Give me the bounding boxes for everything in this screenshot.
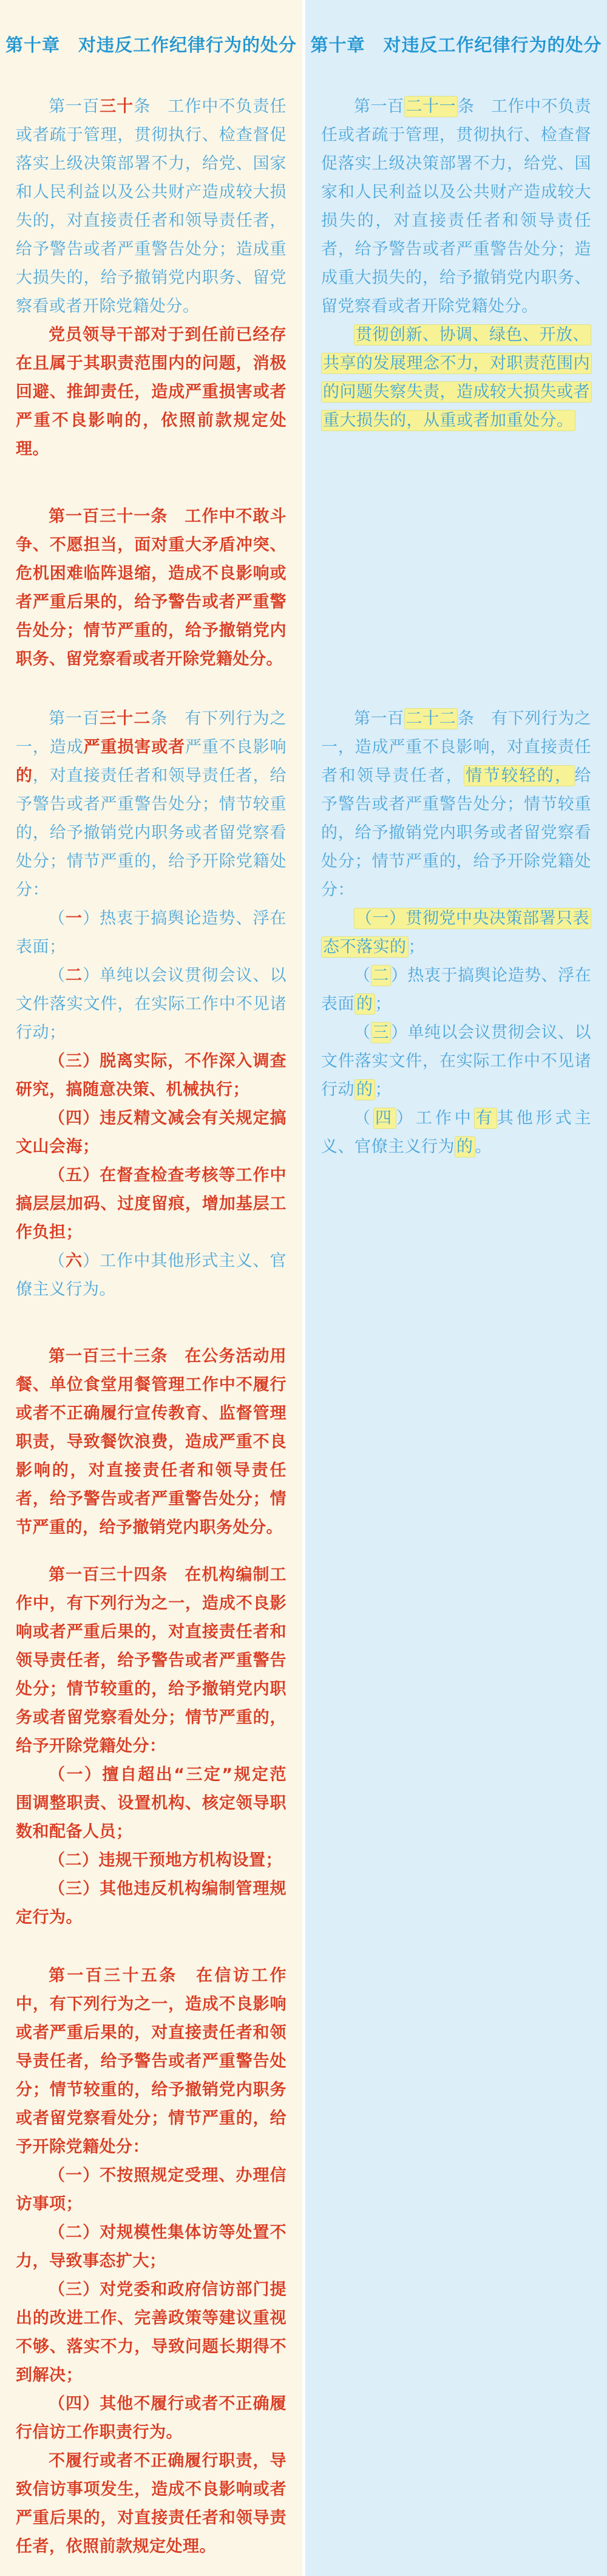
article-list-item (16, 2275, 287, 2390)
article-122-block (321, 704, 591, 1161)
article-list-item (321, 904, 591, 961)
text-segment-blue: （ (354, 1109, 373, 1128)
text-segment-red: （三）对党委和政府信访部门提出的改进工作、完善政策等建议重视不够、落实不力，导致问题长期得不到解决； (16, 2280, 287, 2385)
text-segment-red: （五）在督查检查考核等工作中搞层层加码、过度留痕，增加基层工作负担； (16, 1166, 287, 1242)
article-paragraph (321, 92, 591, 321)
text-segment-red: （四）违反精文减会有关规定搞文山会海； (16, 1109, 287, 1156)
text-segment-hl: 四 (373, 1108, 396, 1129)
text-segment-blue: 第一百 (49, 97, 100, 116)
text-segment-red: 第一百三十三条 在公务活动用餐、单位食堂用餐管理工作中不履行或者不正确履行宣传教育、监督管理职责，导致餐饮浪费，造成严重不良影响的，对直接责任者和领导责任者，给予警告或者严重警告处分；情节严重的，给予撤销党内职务处分。 (16, 1347, 287, 1537)
article-121-block (321, 92, 591, 435)
text-segment-hl: 的 (354, 993, 375, 1015)
text-segment-blue: 其他形式主义、官僚主义行为 (321, 1109, 592, 1156)
chapter-title-left: 第十章 对违反工作纪律行为的处分 (5, 35, 297, 55)
text-segment-red: 第一百三十一条 工作中不敢斗争、不愿担当，面对重大矛盾冲突、危机困难临阵退缩，造成不良影响或者严重后果的，给予警告或者严重警告处分；情节严重的，给予撤销党内职务、留党察看或者开除党籍处分。 (16, 507, 287, 669)
article-131-block (16, 502, 287, 673)
text-segment-hl: 情节较轻的， (464, 765, 574, 786)
text-segment-red: 三十二 (100, 709, 151, 728)
article-list-item (16, 1047, 287, 1104)
article-135-block (16, 1961, 287, 2561)
text-segment-blue: （ (49, 909, 66, 928)
text-segment-blue: ）工作中其他形式主义、官僚主义行为。 (16, 1252, 287, 1299)
article-paragraph (16, 1561, 287, 1760)
text-segment-blue: ）单纯以会议贯彻会议、以文件落实文件，在实际工作中不见诸行动 (321, 1023, 591, 1099)
article-paragraph (16, 1961, 287, 2161)
text-segment-red: （三）脱离实际，不作深入调查研究，搞随意决策、机械执行； (16, 1052, 287, 1099)
text-segment-blue: （ (354, 966, 371, 985)
article-list-item (16, 2390, 287, 2447)
text-segment-red: （三）其他违反机构编制管理规定行为。 (16, 1879, 287, 1927)
article-list-item (321, 961, 591, 1018)
text-segment-blue: ）单纯以会议贯彻会议、以文件落实文件，在实际工作中不见诸行动； (16, 966, 287, 1042)
text-segment-blue: 第一百 (354, 709, 404, 728)
article-list-item (16, 1247, 287, 1304)
text-segment-blue: ，对直接责任者和领导责任者，给予警告或者严重警告处分；情节较重的，给予撤销党内职务或者留党察看处分；情节严重的，给予开除党籍处分： (16, 766, 287, 899)
chapter-title-right: 第十章 对违反工作纪律行为的处分 (310, 35, 602, 55)
article-list-item (16, 904, 287, 961)
text-segment-red: 严重损害或者 (83, 738, 186, 757)
text-segment-red: （二）对规模性集体访等处置不力，导致事态扩大； (16, 2223, 287, 2271)
text-segment-blue: 条 工作中不负责任或者疏于管理，贯彻执行、检查督促落实上级决策部署不力，给党、国家和人民利益以及公共财产造成较大损失的，对直接责任者和领导责任者，给予警告或者严重警告处分；造成重大损失的，给予撤销党内职务、留党察看或者开除党籍处分。 (16, 97, 287, 316)
article-list-item (16, 2218, 287, 2275)
text-segment-blue: ）热衷于搞舆论造势、浮在表面 (321, 966, 591, 1014)
text-segment-blue: 条 有下列行为之一，造成严重不良影响，对直接责任者和领导责任者， (321, 709, 591, 785)
text-segment-blue: ）热衷于搞舆论造势、浮在表面； (16, 909, 287, 956)
article-134-block (16, 1561, 287, 1932)
article-paragraph (16, 1342, 287, 1542)
text-segment-hl: 有 (474, 1108, 497, 1129)
article-list-item (16, 1161, 287, 1247)
text-segment-red: （二）违规干预地方机构设置； (49, 1851, 282, 1870)
text-segment-hl: 贯彻创新、协调、绿色、开放、共享的发展理念不力，对职责范围内的问题失察失责，造成较大损失或者重大损失的，从重或者加重处分。 (321, 324, 592, 431)
right-version-column (305, 0, 607, 2576)
article-paragraph (16, 704, 287, 904)
text-segment-red: （一）擅自超出“三定”规定范围调整职责、设置机构、核定领导职数和配备人员； (16, 1765, 287, 1841)
article-list-item (16, 1846, 287, 1875)
text-segment-blue: ； (408, 938, 425, 956)
article-paragraph (16, 2447, 287, 2561)
article-list-item (16, 1760, 287, 1846)
text-segment-red: 一 (66, 909, 83, 928)
text-segment-blue: （ (49, 1252, 66, 1270)
article-133-block (16, 1342, 287, 1542)
article-list-item (16, 961, 287, 1047)
text-segment-hl: 二 (371, 965, 392, 986)
text-segment-red: （四）其他不履行或者不正确履行信访工作职责行为。 (16, 2394, 287, 2442)
text-segment-blue: 条 工作中不负责任或者疏于管理，贯彻执行、检查督促落实上级决策部署不力，给党、国家和人民利益以及公共财产造成较大损失的，对直接责任者和领导责任者，给予警告或者严重警告处分；造成重大损失的，给予撤销党内职务、留党察看或者开除党籍处分。 (321, 97, 591, 316)
text-segment-blue: 第一百 (49, 709, 100, 728)
text-segment-red: 六 (66, 1252, 83, 1270)
text-segment-blue: 第一百 (354, 97, 404, 116)
text-segment-hl: 的 (455, 1136, 475, 1157)
article-list-item (321, 1018, 591, 1104)
text-segment-blue: （ (49, 966, 66, 985)
article-list-item (16, 2161, 287, 2218)
article-list-item (321, 1104, 591, 1161)
text-segment-blue: 。 (475, 1137, 492, 1156)
text-segment-blue: ； (375, 1080, 392, 1099)
text-segment-red: 不履行或者不正确履行职责，导致信访事项发生，造成不良影响或者严重后果的，对直接责任者和领导责任者，依照前款规定处理。 (16, 2452, 287, 2556)
text-segment-hl: 的 (354, 1079, 375, 1100)
text-segment-hl: （一）贯彻党中央决策部署只表态不落实的 (321, 908, 591, 958)
text-segment-blue: （ (354, 1023, 371, 1042)
text-segment-hl: 二十二 (404, 708, 458, 729)
text-segment-blue: 严重不良影响 (185, 738, 287, 757)
article-paragraph (16, 321, 287, 463)
text-segment-blue: ）工作中 (396, 1109, 474, 1128)
text-segment-red: 二 (66, 966, 83, 985)
article-130-block (16, 92, 287, 463)
article-paragraph (16, 502, 287, 673)
text-segment-red: 党员领导干部对于到任前已经存在且属于其职责范围内的问题，消极回避、推卸责任，造成严重损害或者严重不良影响的，依照前款规定处理。 (16, 325, 287, 458)
text-segment-blue: 条 有下列行为之一，造成 (16, 709, 287, 757)
text-segment-hl: 二十一 (404, 96, 458, 117)
left-version-column (0, 0, 302, 2576)
article-list-item (16, 1104, 287, 1161)
text-segment-hl: 三 (371, 1022, 392, 1043)
article-paragraph (16, 92, 287, 321)
text-segment-blue: ； (375, 995, 392, 1014)
article-paragraph (321, 704, 591, 904)
text-segment-red: 三十 (100, 97, 134, 116)
article-paragraph (321, 321, 591, 435)
article-list-item (16, 1875, 287, 1932)
text-segment-blue: 给予警告或者严重警告处分；情节较重的，给予撤销党内职务或者留党察看处分；情节严重的，给予开除党籍处分： (321, 766, 592, 899)
text-segment-red: 第一百三十五条 在信访工作中，有下列行为之一，造成不良影响或者严重后果的，对直接责任者和领导责任者，给予警告或者严重警告处分；情节较重的，给予撤销党内职务或者留党察看处分；情节严重的，给予开除党籍处分： (16, 1966, 287, 2156)
text-segment-red: （一）不按照规定受理、办理信访事项； (16, 2166, 287, 2213)
text-segment-red: 第一百三十四条 在机构编制工作中，有下列行为之一，造成不良影响或者严重后果的，对直接责任者和领导责任者，给予警告或者严重警告处分；情节较重的，给予撤销党内职务或者留党察看处分；情节严重的，给予开除党籍处分： (16, 1566, 287, 1756)
text-segment-red: 的 (16, 766, 33, 785)
article-132-block (16, 704, 287, 1304)
